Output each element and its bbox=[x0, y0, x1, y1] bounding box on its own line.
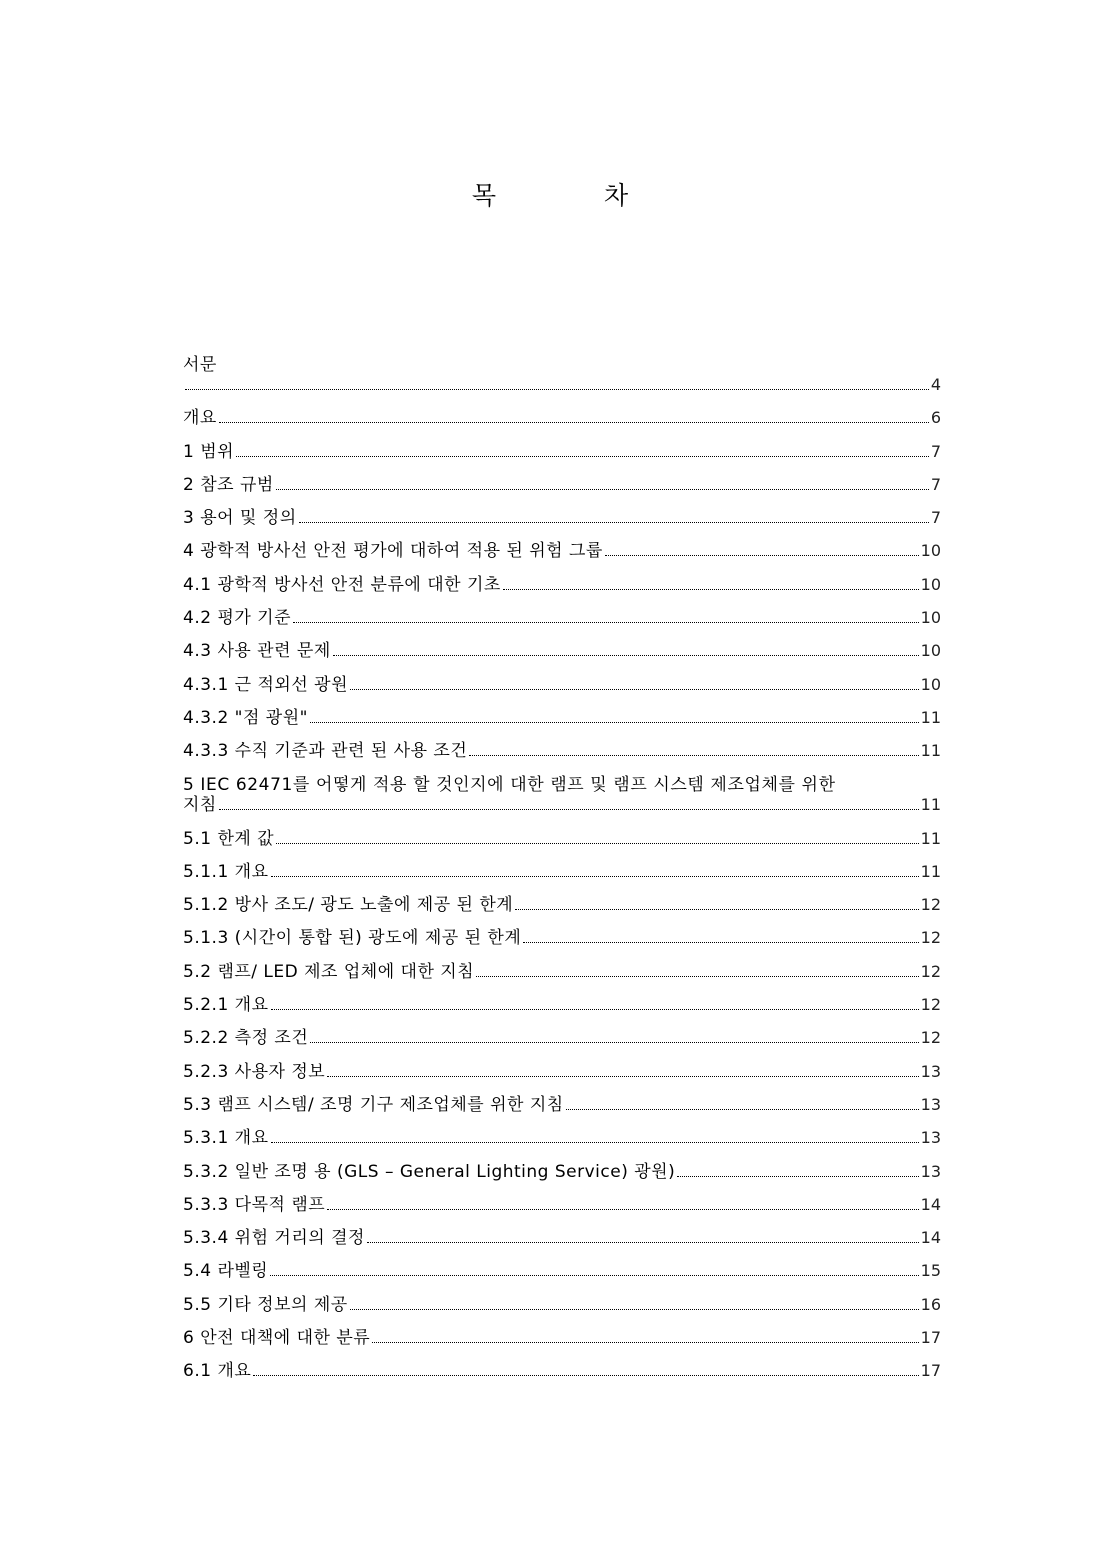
toc-entry[interactable] bbox=[183, 1122, 941, 1155]
dot-leader bbox=[566, 1109, 919, 1110]
toc-entry[interactable] bbox=[183, 735, 941, 768]
dot-leader bbox=[270, 1275, 918, 1276]
toc-page-number: 14 bbox=[920, 1194, 941, 1214]
dot-leader bbox=[367, 1242, 919, 1243]
toc-page-number: 16 bbox=[920, 1294, 941, 1314]
toc-entry-label: 1 범위 bbox=[183, 441, 235, 462]
dot-leader bbox=[293, 622, 919, 623]
toc-entry[interactable] bbox=[183, 1022, 941, 1055]
toc-entry[interactable] bbox=[183, 1288, 941, 1321]
toc-entry[interactable] bbox=[183, 1255, 941, 1288]
toc-entry[interactable] bbox=[183, 1222, 941, 1255]
toc-page-number: 11 bbox=[920, 741, 941, 761]
dot-leader bbox=[605, 555, 919, 556]
toc-page-number: 11 bbox=[920, 828, 941, 848]
dot-leader bbox=[219, 422, 929, 423]
toc-entry[interactable] bbox=[183, 502, 941, 535]
toc-page-number: 12 bbox=[920, 961, 941, 981]
toc-page-number: 12 bbox=[920, 1028, 941, 1048]
toc-entry[interactable] bbox=[183, 856, 941, 889]
toc-entry-label: 6 안전 대책에 대한 분류 bbox=[183, 1328, 371, 1349]
toc-entry-label: 4.2 평가 기준 bbox=[183, 608, 292, 629]
toc-page-number: 13 bbox=[920, 1161, 941, 1181]
toc-entry[interactable] bbox=[183, 1089, 941, 1122]
toc-entry-label: 5.4 라벨링 bbox=[183, 1261, 269, 1282]
dot-leader bbox=[271, 876, 919, 877]
dot-leader bbox=[236, 456, 929, 457]
toc-entry-label: 서문 bbox=[183, 355, 217, 375]
toc-page-number: 7 bbox=[930, 474, 941, 494]
toc-entry[interactable] bbox=[183, 402, 941, 435]
toc-entry[interactable] bbox=[183, 702, 941, 735]
dot-leader bbox=[372, 1342, 918, 1343]
toc-entry-label: 5.3.1 개요 bbox=[183, 1128, 269, 1149]
toc-entry[interactable] bbox=[183, 602, 941, 635]
dot-leader bbox=[515, 909, 918, 910]
dot-leader bbox=[333, 655, 919, 656]
toc-entry[interactable] bbox=[183, 1322, 941, 1355]
dot-leader bbox=[185, 389, 929, 390]
toc-entry[interactable] bbox=[183, 1055, 941, 1088]
toc-page-number: 10 bbox=[920, 608, 941, 628]
dot-leader bbox=[310, 1042, 918, 1043]
dot-leader bbox=[219, 809, 919, 810]
toc-page-number: 6 bbox=[930, 408, 941, 428]
dot-leader bbox=[327, 1209, 918, 1210]
toc-entry[interactable] bbox=[183, 469, 941, 502]
toc-entry[interactable] bbox=[183, 1155, 941, 1188]
toc-page-number: 11 bbox=[920, 707, 941, 727]
dot-leader bbox=[476, 976, 919, 977]
toc-entry-label: 4.3.3 수직 기준과 관련 된 사용 조건 bbox=[183, 741, 468, 762]
toc-page-number: 15 bbox=[920, 1261, 941, 1281]
toc-entry[interactable] bbox=[183, 635, 941, 668]
toc-entry-label: 6.1 개요 bbox=[183, 1361, 252, 1382]
dot-leader bbox=[523, 942, 918, 943]
dot-leader bbox=[310, 722, 919, 723]
toc-entry[interactable] bbox=[183, 768, 941, 822]
toc-entry-label: 5.3.4 위험 거리의 결정 bbox=[183, 1228, 365, 1249]
toc-entry[interactable] bbox=[183, 348, 941, 402]
toc-entry-label: 5.2 램프/ LED 제조 업체에 대한 지침 bbox=[183, 961, 475, 982]
toc-entry-label: 5.3 램프 시스템/ 조명 기구 제조업체를 위한 지침 bbox=[183, 1094, 564, 1115]
toc-page-number: 11 bbox=[920, 861, 941, 881]
toc-entry[interactable] bbox=[183, 989, 941, 1022]
toc-page-number: 10 bbox=[920, 641, 941, 661]
page-title: 목 차 bbox=[471, 181, 679, 210]
dot-leader bbox=[276, 843, 919, 844]
dot-leader bbox=[350, 689, 919, 690]
toc-entry-label: 4 광학적 방사선 안전 평가에 대하여 적용 된 위험 그룹 bbox=[183, 541, 603, 562]
dot-leader bbox=[677, 1176, 918, 1177]
toc-entry[interactable] bbox=[183, 922, 941, 955]
toc-page-number: 11 bbox=[920, 795, 941, 815]
toc-entry[interactable] bbox=[183, 435, 941, 468]
toc-page-number: 10 bbox=[920, 674, 941, 694]
dot-leader bbox=[271, 1009, 919, 1010]
toc-page-number: 7 bbox=[930, 441, 941, 461]
dot-leader bbox=[276, 489, 929, 490]
toc-entry-label: 5.3.2 일반 조명 용 (GLS – General Lighting Service) 광원) bbox=[183, 1161, 676, 1182]
toc-page-number: 13 bbox=[920, 1128, 941, 1148]
toc-entry[interactable] bbox=[183, 1355, 941, 1388]
toc-page-number: 12 bbox=[920, 895, 941, 915]
toc-page-number: 7 bbox=[930, 508, 941, 528]
toc-entry[interactable] bbox=[183, 668, 941, 701]
toc-page-number: 12 bbox=[920, 928, 941, 948]
dot-leader bbox=[350, 1309, 919, 1310]
toc-entry-label: 5.1 한계 값 bbox=[183, 828, 275, 849]
toc-entry[interactable] bbox=[183, 568, 941, 601]
toc-page-number: 17 bbox=[920, 1328, 941, 1348]
toc-page-number: 17 bbox=[920, 1361, 941, 1381]
dot-leader bbox=[469, 755, 918, 756]
toc-entry-label: 4.3 사용 관련 문제 bbox=[183, 641, 331, 662]
toc-entry-label: 5.2.1 개요 bbox=[183, 995, 269, 1016]
toc-entry-label: 4.3.1 근 적외선 광원 bbox=[183, 674, 348, 695]
toc-entry-label: 5.1.1 개요 bbox=[183, 861, 269, 882]
toc-entry-label: 5 IEC 62471를 어떻게 적용 할 것인지에 대한 램프 및 램프 시스템 제조업체를 위한 bbox=[183, 775, 836, 796]
toc-page-number: 4 bbox=[930, 375, 941, 394]
toc-entry[interactable] bbox=[183, 1189, 941, 1222]
toc-entry-label: 5.5 기타 정보의 제공 bbox=[183, 1294, 348, 1315]
toc-entry-label: 5.2.3 사용자 정보 bbox=[183, 1061, 326, 1082]
toc-page-number: 10 bbox=[920, 574, 941, 594]
table-of-contents bbox=[183, 348, 941, 1388]
toc-entry-label: 5.2.2 측정 조건 bbox=[183, 1028, 309, 1049]
toc-page-number: 13 bbox=[920, 1094, 941, 1114]
toc-entry-label: 개요 bbox=[183, 408, 217, 429]
toc-entry[interactable] bbox=[183, 535, 941, 568]
toc-entry[interactable] bbox=[183, 955, 941, 988]
toc-entry-label: 2 참조 규범 bbox=[183, 474, 274, 495]
toc-entry-label: 3 용어 및 정의 bbox=[183, 508, 297, 529]
dot-leader bbox=[327, 1076, 918, 1077]
toc-entry-label: 5.1.2 방사 조도/ 광도 노출에 제공 된 한계 bbox=[183, 895, 514, 916]
dot-leader bbox=[299, 522, 929, 523]
toc-page-number: 12 bbox=[920, 995, 941, 1015]
toc-page-number: 10 bbox=[920, 541, 941, 561]
toc-entry-label: 5.3.3 다목적 램프 bbox=[183, 1194, 326, 1215]
toc-entry-label: 지침 bbox=[183, 795, 217, 816]
toc-entry-label: 4.1 광학적 방사선 안전 분류에 대한 기초 bbox=[183, 574, 501, 595]
toc-entry-label: 4.3.2 "점 광원" bbox=[183, 707, 308, 728]
toc-entry-label: 5.1.3 (시간이 통합 된) 광도에 제공 된 한계 bbox=[183, 928, 522, 949]
toc-page-number: 13 bbox=[920, 1061, 941, 1081]
toc-page-number: 14 bbox=[920, 1228, 941, 1248]
toc-entry[interactable] bbox=[183, 889, 941, 922]
dot-leader bbox=[503, 589, 919, 590]
dot-leader bbox=[253, 1375, 918, 1376]
dot-leader bbox=[271, 1142, 919, 1143]
toc-entry[interactable] bbox=[183, 822, 941, 855]
